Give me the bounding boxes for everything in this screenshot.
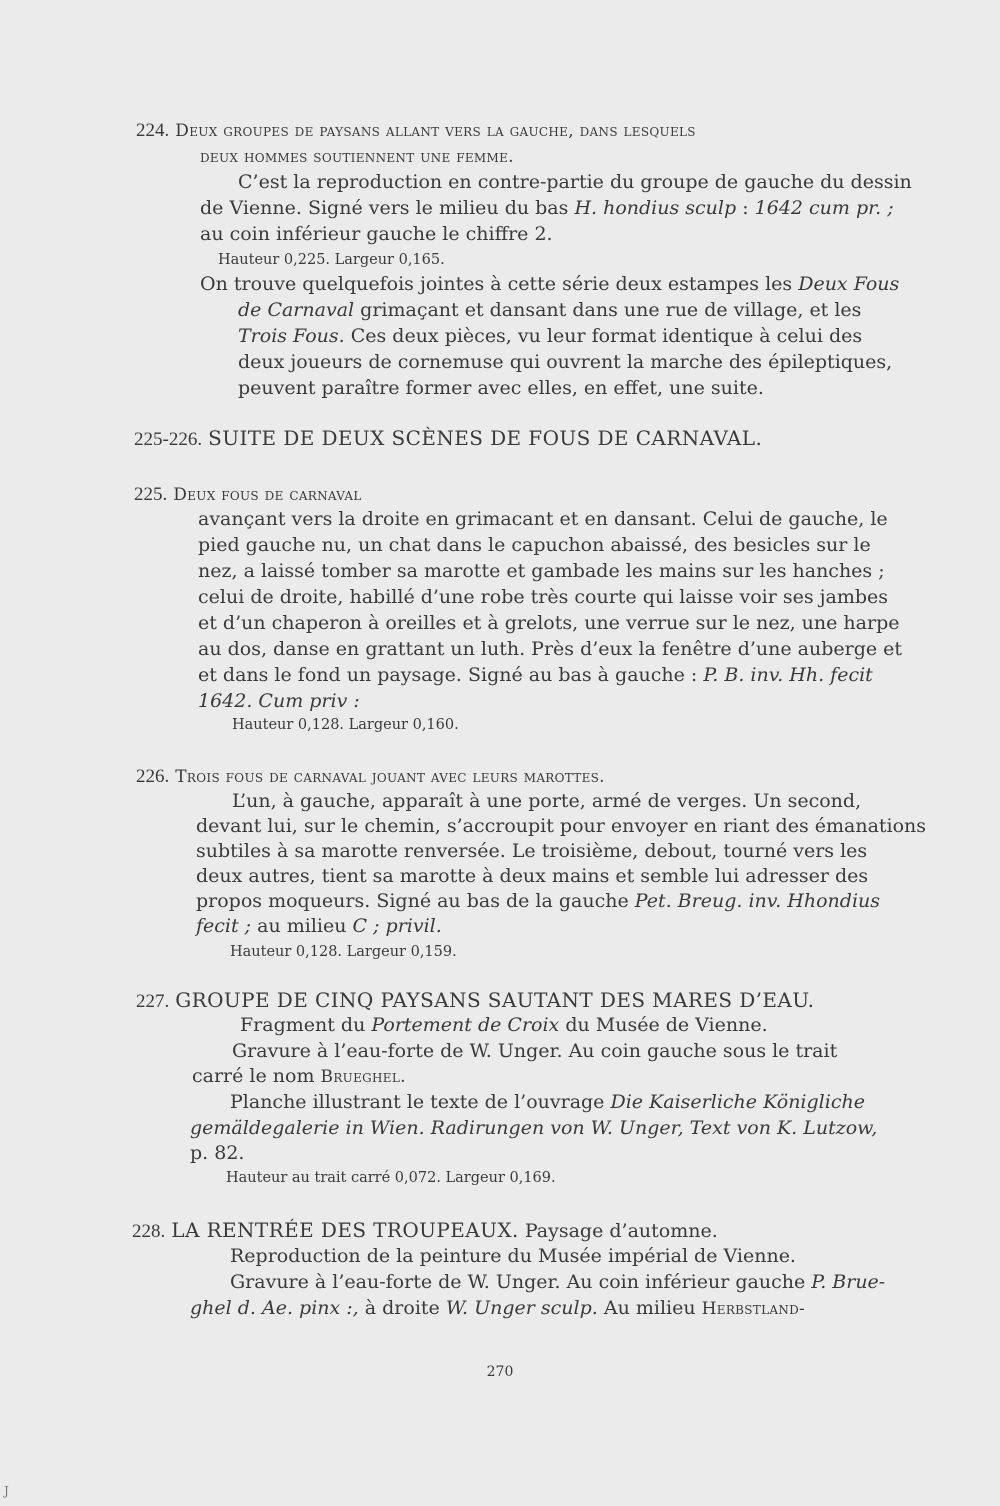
entry-number: 225. [134, 484, 168, 505]
entry-224-title-cont: deux hommes soutiennent une femme. [200, 147, 514, 167]
entry-226-body-line: subtiles à sa marotte renversée. Le troisième, debout, tourné vers les [196, 840, 868, 862]
entry-224-body-line: de Vienne. Signé vers le milieu du bas H. hondius sculp : 1642 cum pr. ; [200, 197, 894, 219]
entry-227-body-line: Planche illustrant le texte de l’ouvrage Die Kaiserliche Königliche [230, 1091, 865, 1113]
entry-title: Deux groupes de paysans allant vers la gauche, dans lesquels [175, 121, 696, 141]
entry-title: Trois fous de carnaval jouant avec leurs marottes. [175, 767, 605, 787]
entry-225-dimensions: Hauteur 0,128. Largeur 0,160. [232, 717, 459, 733]
entry-228-body-line: Reproduction de la peinture du Musée impérial de Vienne. [230, 1245, 796, 1267]
entry-224-body-line: C’est la reproduction en contre-partie du groupe de gauche du dessin [238, 171, 912, 193]
entry-224-title [136, 118, 866, 143]
entry-number: 227. [136, 991, 170, 1012]
entry-224-note-line: de Carnaval grimaçant et dansant dans une rue de village, et les [238, 299, 862, 321]
entry-226-body-line: devant lui, sur le chemin, s’accroupit pour envoyer en riant des émanations [196, 815, 927, 837]
entry-225-body-line: avançant vers la droite en grimacant et en dansant. Celui de gauche, le [198, 508, 888, 530]
entry-title: LA RENTRÉE DES TROUPEAUX. [171, 1218, 519, 1242]
entry-225-body-line: nez, a laissé tomber sa marotte et gambade les mains sur les hanches ; [198, 560, 885, 582]
entry-227-body-line: carré le nom Brueghel. [192, 1065, 406, 1087]
entry-subtitle: Paysage d’automne. [524, 1220, 718, 1242]
entry-225-body-line: et dans le fond un paysage. Signé au bas à gauche : P. B. inv. Hh. fecit [198, 664, 873, 686]
entry-number: 224. [136, 120, 170, 141]
entry-title: Deux fous de carnaval [173, 485, 362, 505]
entry-number: 225-226. [134, 429, 203, 450]
entry-225-body-line: au dos, danse en grattant un luth. Près d’eux la fenêtre d’une auberge et [198, 638, 903, 660]
entry-225-body-line: 1642. Cum priv : [198, 690, 360, 712]
entry-227-body-line: gemäldegalerie in Wien. Radirungen von W. Unger, Text von K. Lutzow, [190, 1117, 878, 1139]
entry-title: GROUPE DE CINQ PAYSANS SAUTANT DES MARES D’EAU. [175, 988, 815, 1012]
entry-226-title [136, 764, 605, 789]
entry-226-body-line: propos moqueurs. Signé au bas de la gauche Pet. Breug. inv. Hhondius [196, 890, 881, 912]
entry-228-title [132, 1218, 718, 1244]
entry-225-title [134, 482, 362, 507]
entry-225-body-line: celui de droite, habillé d’une robe très courte qui laisse voir ses jambes [198, 586, 889, 608]
entry-226-body-line: fecit ; au milieu C ; privil. [196, 915, 442, 937]
entry-225-226-heading [134, 426, 762, 452]
entry-227-body-line: Fragment du Portement de Croix du Musée de Vienne. [240, 1014, 768, 1036]
entry-227-dimensions: Hauteur au trait carré 0,072. Largeur 0,169. [226, 1170, 556, 1186]
entry-224-note-line: On trouve quelquefois jointes à cette série deux estampes les Deux Fous [200, 273, 900, 295]
entry-228-body-line: Gravure à l’eau-forte de W. Unger. Au coin inférieur gauche P. Brue- [230, 1271, 886, 1293]
page-number: 270 [486, 1364, 514, 1380]
entry-224-note-line: Trois Fous. Ces deux pièces, vu leur format identique à celui des [238, 325, 863, 347]
entry-number: 228. [132, 1221, 166, 1242]
entry-224-body-line: au coin inférieur gauche le chiffre 2. [200, 223, 553, 245]
entry-number: 226. [136, 766, 170, 787]
entry-225-body-line: et d’un chaperon à oreilles et à grelots, une verrue sur le nez, une harpe [198, 612, 900, 634]
entry-225-body-line: pied gauche nu, un chat dans le capuchon abaissé, des besicles sur le [198, 534, 871, 556]
entry-226-dimensions: Hauteur 0,128. Largeur 0,159. [230, 944, 457, 960]
entry-228-body-line: ghel d. Ae. pinx :, à droite W. Unger sculp. Au milieu Herbstland- [190, 1297, 806, 1319]
entry-226-body-line: deux autres, tient sa marotte à deux mains et semble lui adresser des [196, 865, 869, 887]
entry-224-note-line: peuvent paraître former avec elles, en effet, une suite. [238, 377, 764, 399]
entry-title: SUITE DE DEUX SCÈNES DE FOUS DE CARNAVAL. [208, 426, 763, 450]
entry-227-body-line: Gravure à l’eau-forte de W. Unger. Au coin gauche sous le trait [232, 1040, 838, 1062]
margin-mark: J [4, 1484, 9, 1498]
entry-227-body-line: p. 82. [190, 1142, 245, 1164]
entry-226-body-line: L’un, à gauche, apparaît à une porte, armé de verges. Un second, [232, 790, 862, 812]
entry-224-dimensions: Hauteur 0,225. Largeur 0,165. [218, 252, 445, 268]
entry-227-title [136, 988, 814, 1014]
entry-224-note-line: deux joueurs de cornemuse qui ouvrent la marche des épileptiques, [238, 351, 893, 373]
